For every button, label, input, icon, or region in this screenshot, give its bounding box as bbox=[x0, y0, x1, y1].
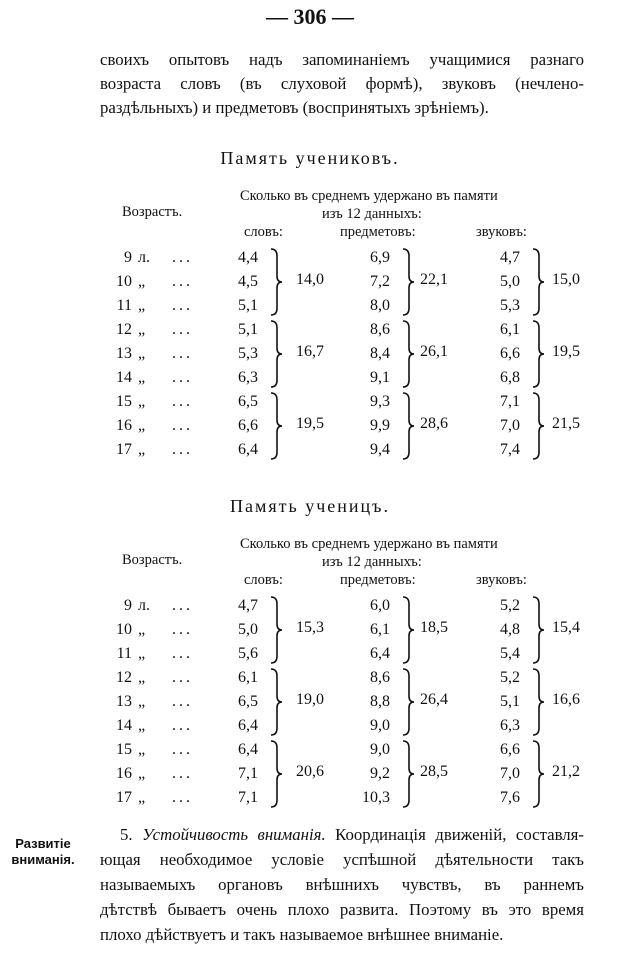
age-cell: 12 bbox=[116, 321, 132, 338]
words-value: 7,1 bbox=[238, 765, 258, 782]
group-total-objects: 22,1 bbox=[420, 271, 448, 288]
group-total-objects: 18,5 bbox=[420, 619, 448, 636]
objects-value: 8,6 bbox=[370, 321, 390, 338]
age-cell: 13 bbox=[116, 345, 132, 362]
age-cell: 9 bbox=[124, 597, 132, 614]
sounds-value: 4,7 bbox=[500, 249, 520, 266]
table-header-line2: изъ 12 данныхъ: bbox=[322, 206, 422, 222]
leader-dots: ... bbox=[172, 693, 193, 710]
words-value: 5,0 bbox=[238, 621, 258, 638]
group-brace bbox=[268, 596, 284, 664]
leader-dots: ... bbox=[172, 669, 193, 686]
age-unit: „ bbox=[138, 693, 146, 710]
age-unit: „ bbox=[138, 297, 146, 314]
age-unit: „ bbox=[138, 717, 146, 734]
words-value: 5,1 bbox=[238, 297, 258, 314]
words-value: 6,5 bbox=[238, 393, 258, 410]
sounds-value: 5,0 bbox=[500, 273, 520, 290]
age-cell: 14 bbox=[116, 717, 132, 734]
words-value: 6,4 bbox=[238, 741, 258, 758]
age-unit: „ bbox=[138, 369, 146, 386]
sounds-value: 7,0 bbox=[500, 417, 520, 434]
age-cell: 15 bbox=[116, 741, 132, 758]
sounds-value: 7,4 bbox=[500, 441, 520, 458]
age-unit: л. bbox=[138, 597, 150, 614]
leader-dots: ... bbox=[172, 249, 193, 266]
paragraph-line: ющая необходимое условіе успѣшной дѣятельности такъ bbox=[100, 850, 584, 869]
group-brace bbox=[268, 320, 284, 388]
leader-dots: ... bbox=[172, 789, 193, 806]
objects-value: 8,4 bbox=[370, 345, 390, 362]
age-header: Возрастъ. bbox=[122, 552, 183, 568]
words-value: 4,4 bbox=[238, 249, 258, 266]
sounds-value: 4,8 bbox=[500, 621, 520, 638]
group-brace bbox=[400, 248, 416, 316]
leader-dots: ... bbox=[172, 297, 193, 314]
objects-value: 8,0 bbox=[370, 297, 390, 314]
group-total-words: 20,6 bbox=[296, 763, 324, 780]
group-total-words: 19,0 bbox=[296, 691, 324, 708]
age-unit: „ bbox=[138, 765, 146, 782]
intro-line: возраста словъ (въ слуховой формѣ), звуковъ (нечлено- bbox=[100, 74, 584, 93]
group-total-sounds: 19,5 bbox=[552, 343, 580, 360]
sounds-value: 6,8 bbox=[500, 369, 520, 386]
age-cell: 16 bbox=[116, 417, 132, 434]
group-total-words: 14,0 bbox=[296, 271, 324, 288]
objects-value: 9,2 bbox=[370, 765, 390, 782]
group-total-objects: 26,4 bbox=[420, 691, 448, 708]
sounds-value: 6,6 bbox=[500, 345, 520, 362]
paragraph-line: плохо дѣйствуетъ и такъ называемое внѣшнее вниманіе. bbox=[100, 925, 504, 944]
words-value: 5,1 bbox=[238, 321, 258, 338]
words-value: 6,3 bbox=[238, 369, 258, 386]
page-number: — 306 — bbox=[266, 4, 354, 29]
group-brace bbox=[268, 248, 284, 316]
col-header-objects: предметовъ: bbox=[340, 224, 416, 240]
age-cell: 12 bbox=[116, 669, 132, 686]
age-unit: л. bbox=[138, 249, 150, 266]
age-cell: 17 bbox=[116, 441, 132, 458]
sounds-value: 5,3 bbox=[500, 297, 520, 314]
age-unit: „ bbox=[138, 621, 146, 638]
leader-dots: ... bbox=[172, 417, 193, 434]
age-cell: 13 bbox=[116, 693, 132, 710]
age-unit: „ bbox=[138, 669, 146, 686]
table-title: Память учениковъ. bbox=[220, 148, 400, 168]
objects-value: 6,0 bbox=[370, 597, 390, 614]
table-header-line2: изъ 12 данныхъ: bbox=[322, 554, 422, 570]
group-brace bbox=[530, 320, 546, 388]
words-value: 6,5 bbox=[238, 693, 258, 710]
group-brace bbox=[400, 392, 416, 460]
leader-dots: ... bbox=[172, 273, 193, 290]
group-brace bbox=[400, 320, 416, 388]
sounds-value: 6,1 bbox=[500, 321, 520, 338]
col-header-objects: предметовъ: bbox=[340, 572, 416, 588]
age-unit: „ bbox=[138, 345, 146, 362]
group-total-sounds: 15,4 bbox=[552, 619, 580, 636]
leader-dots: ... bbox=[172, 645, 193, 662]
objects-value: 10,3 bbox=[362, 789, 390, 806]
group-total-sounds: 15,0 bbox=[552, 271, 580, 288]
words-value: 6,6 bbox=[238, 417, 258, 434]
table-title: Память ученицъ. bbox=[230, 496, 390, 516]
attention-paragraph bbox=[100, 822, 584, 947]
objects-value: 8,8 bbox=[370, 693, 390, 710]
age-cell: 15 bbox=[116, 393, 132, 410]
objects-value: 9,3 bbox=[370, 393, 390, 410]
leader-dots: ... bbox=[172, 741, 193, 758]
leader-dots: ... bbox=[172, 441, 193, 458]
col-header-sounds: звуковъ: bbox=[476, 572, 527, 588]
age-cell: 17 bbox=[116, 789, 132, 806]
objects-value: 6,1 bbox=[370, 621, 390, 638]
sounds-value: 5,4 bbox=[500, 645, 520, 662]
age-cell: 9 bbox=[124, 249, 132, 266]
group-brace bbox=[400, 596, 416, 664]
age-unit: „ bbox=[138, 321, 146, 338]
leader-dots: ... bbox=[172, 369, 193, 386]
age-unit: „ bbox=[138, 645, 146, 662]
leader-dots: ... bbox=[172, 597, 193, 614]
group-brace bbox=[530, 668, 546, 736]
intro-paragraph bbox=[100, 48, 584, 120]
age-unit: „ bbox=[138, 789, 146, 806]
col-header-words: словъ: bbox=[244, 572, 283, 588]
group-brace bbox=[530, 392, 546, 460]
group-total-objects: 26,1 bbox=[420, 343, 448, 360]
leader-dots: ... bbox=[172, 345, 193, 362]
leader-dots: ... bbox=[172, 621, 193, 638]
group-total-words: 16,7 bbox=[296, 343, 324, 360]
group-total-sounds: 16,6 bbox=[552, 691, 580, 708]
sounds-value: 7,0 bbox=[500, 765, 520, 782]
words-value: 5,3 bbox=[238, 345, 258, 362]
group-total-objects: 28,6 bbox=[420, 415, 448, 432]
age-cell: 10 bbox=[116, 621, 132, 638]
leader-dots: ... bbox=[172, 321, 193, 338]
age-unit: „ bbox=[138, 393, 146, 410]
paragraph-line: дѣтствѣ бываетъ очень плохо развита. Поэтому въ это время bbox=[100, 900, 584, 919]
section-number: 5. bbox=[120, 825, 133, 844]
words-value: 4,7 bbox=[238, 597, 258, 614]
objects-value: 9,9 bbox=[370, 417, 390, 434]
objects-value: 9,0 bbox=[370, 717, 390, 734]
objects-value: 9,0 bbox=[370, 741, 390, 758]
intro-line: своихъ опытовъ надъ запоминаніемъ учащимися разнаго bbox=[100, 50, 584, 69]
col-header-sounds: звуковъ: bbox=[476, 224, 527, 240]
leader-dots: ... bbox=[172, 717, 193, 734]
objects-value: 7,2 bbox=[370, 273, 390, 290]
group-brace bbox=[530, 740, 546, 808]
words-value: 7,1 bbox=[238, 789, 258, 806]
words-value: 4,5 bbox=[238, 273, 258, 290]
age-unit: „ bbox=[138, 273, 146, 290]
sounds-value: 5,1 bbox=[500, 693, 520, 710]
group-brace bbox=[400, 668, 416, 736]
paragraph-line-rest: Координація движеній, составля- bbox=[335, 825, 584, 844]
age-cell: 16 bbox=[116, 765, 132, 782]
sounds-value: 5,2 bbox=[500, 669, 520, 686]
age-unit: „ bbox=[138, 741, 146, 758]
objects-value: 6,9 bbox=[370, 249, 390, 266]
age-cell: 11 bbox=[116, 297, 132, 314]
group-brace bbox=[268, 392, 284, 460]
group-total-sounds: 21,5 bbox=[552, 415, 580, 432]
paragraph-line: называемыхъ органовъ внѣшнихъ чувствъ, въ раннемъ bbox=[100, 875, 584, 894]
table-header-line1: Сколько въ среднемъ удержано въ памяти bbox=[240, 188, 498, 204]
words-value: 6,1 bbox=[238, 669, 258, 686]
leader-dots: ... bbox=[172, 393, 193, 410]
margin-note-line: Развитіе bbox=[15, 836, 71, 851]
words-value: 5,6 bbox=[238, 645, 258, 662]
age-header: Возрастъ. bbox=[122, 204, 183, 220]
objects-value: 9,4 bbox=[370, 441, 390, 458]
age-cell: 10 bbox=[116, 273, 132, 290]
group-total-objects: 28,5 bbox=[420, 763, 448, 780]
intro-line: раздѣльныхъ) и предметовъ (воспринятыхъ зрѣніемъ). bbox=[100, 98, 489, 117]
objects-value: 6,4 bbox=[370, 645, 390, 662]
group-brace bbox=[268, 668, 284, 736]
sounds-value: 7,1 bbox=[500, 393, 520, 410]
sounds-value: 6,6 bbox=[500, 741, 520, 758]
margin-note-line: вниманія. bbox=[11, 852, 75, 867]
margin-note bbox=[0, 836, 86, 868]
group-brace bbox=[400, 740, 416, 808]
leader-dots: ... bbox=[172, 765, 193, 782]
group-total-words: 15,3 bbox=[296, 619, 324, 636]
section-heading: Устойчивость вниманія. bbox=[142, 825, 326, 844]
table-header-line1: Сколько въ среднемъ удержано въ памяти bbox=[240, 536, 498, 552]
age-unit: „ bbox=[138, 441, 146, 458]
group-total-sounds: 21,2 bbox=[552, 763, 580, 780]
objects-value: 8,6 bbox=[370, 669, 390, 686]
sounds-value: 7,6 bbox=[500, 789, 520, 806]
sounds-value: 6,3 bbox=[500, 717, 520, 734]
age-cell: 14 bbox=[116, 369, 132, 386]
age-unit: „ bbox=[138, 417, 146, 434]
group-brace bbox=[530, 596, 546, 664]
col-header-words: словъ: bbox=[244, 224, 283, 240]
paragraph-line bbox=[100, 822, 584, 847]
sounds-value: 5,2 bbox=[500, 597, 520, 614]
words-value: 6,4 bbox=[238, 441, 258, 458]
group-brace bbox=[530, 248, 546, 316]
words-value: 6,4 bbox=[238, 717, 258, 734]
group-brace bbox=[268, 740, 284, 808]
objects-value: 9,1 bbox=[370, 369, 390, 386]
group-total-words: 19,5 bbox=[296, 415, 324, 432]
age-cell: 11 bbox=[116, 645, 132, 662]
